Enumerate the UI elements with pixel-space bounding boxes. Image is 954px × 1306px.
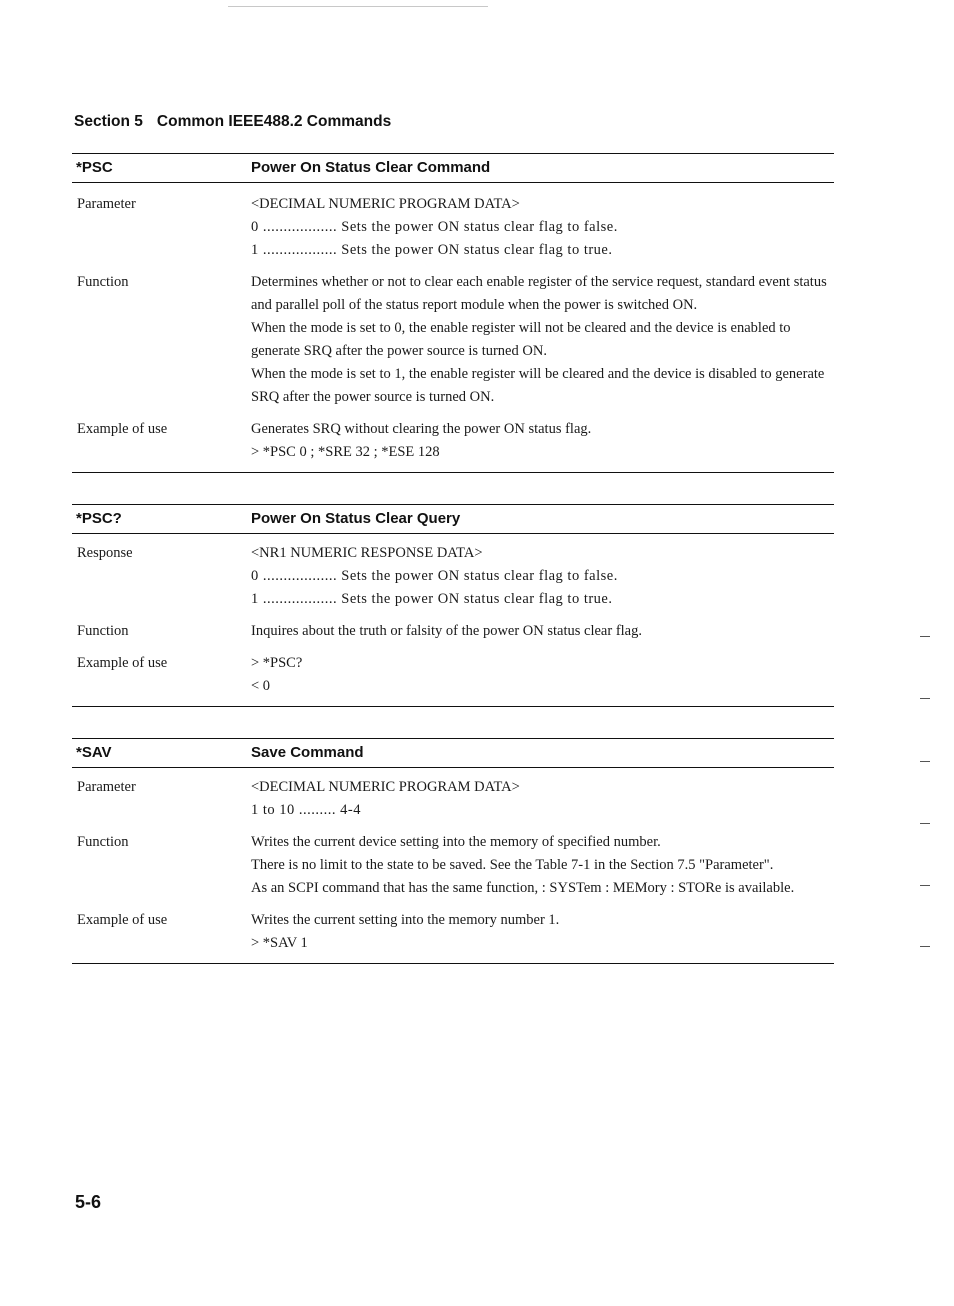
text-paragraph: When the mode is set to 0, the enable register will not be cleared and the device is enabled to generate SRQ after the power source is turned ON.	[251, 320, 791, 359]
code-line: < 0	[251, 678, 271, 694]
section-number: Section 5	[74, 113, 143, 130]
command-name: *SAV	[76, 744, 112, 761]
margin-tick	[920, 761, 930, 762]
text-line: 1 .................. Sets the power ON status clear flag to true.	[251, 242, 613, 258]
row-content	[251, 776, 831, 822]
text-line: Generates SRQ without clearing the power ON status flag.	[251, 421, 592, 437]
row-parameter	[72, 193, 834, 262]
text-line: 0 .................. Sets the power ON status clear flag to false.	[251, 568, 618, 584]
row-label: Response	[77, 545, 133, 561]
row-content	[251, 831, 831, 900]
code-line: > *PSC 0 ; *SRE 32 ; *ESE 128	[251, 444, 440, 460]
row-label: Function	[77, 623, 129, 639]
top-rule	[228, 6, 488, 7]
command-body	[72, 183, 834, 473]
text-line: Writes the current setting into the memory number 1.	[251, 912, 560, 928]
code-line: > *PSC?	[251, 655, 303, 671]
page-number: 5-6	[75, 1192, 102, 1212]
row-label: Example of use	[77, 912, 168, 928]
text-line: 0 .................. Sets the power ON status clear flag to false.	[251, 219, 618, 235]
command-name: *PSC	[76, 159, 113, 176]
row-label: Parameter	[77, 779, 136, 795]
text-line: <DECIMAL NUMERIC PROGRAM DATA>	[251, 196, 520, 212]
command-body	[72, 534, 834, 707]
row-function	[72, 271, 834, 409]
section-header	[74, 113, 391, 131]
text-line: <DECIMAL NUMERIC PROGRAM DATA>	[251, 779, 520, 795]
row-content	[251, 652, 831, 698]
text-line: <NR1 NUMERIC RESPONSE DATA>	[251, 545, 483, 561]
row-function	[72, 620, 834, 643]
text-line: 1 .................. Sets the power ON status clear flag to true.	[251, 591, 613, 607]
row-content	[251, 542, 831, 611]
command-body	[72, 768, 834, 964]
text-paragraph: As an SCPI command that has the same function, : SYSTem : MEMory : STORe is available.	[251, 880, 795, 896]
row-label: Function	[77, 274, 129, 290]
row-label: Function	[77, 834, 129, 850]
command-header	[72, 738, 834, 768]
row-content	[251, 909, 831, 955]
row-example	[72, 418, 834, 464]
command-header	[72, 153, 834, 183]
section-title: Common IEEE488.2 Commands	[156, 113, 392, 130]
row-label: Parameter	[77, 196, 136, 212]
text-paragraph: Writes the current device setting into the memory of specified number.	[251, 834, 661, 850]
row-parameter	[72, 776, 834, 822]
command-title: Power On Status Clear Command	[251, 159, 491, 176]
command-block-psc-query	[72, 504, 834, 707]
command-name: *PSC?	[76, 510, 122, 527]
code-line: > *SAV 1	[251, 935, 308, 951]
row-example	[72, 909, 834, 955]
text-line: Inquires about the truth or falsity of the power ON status clear flag.	[251, 623, 642, 639]
row-example	[72, 652, 834, 698]
margin-tick	[920, 636, 930, 637]
row-response	[72, 542, 834, 611]
command-title: Power On Status Clear Query	[251, 510, 461, 527]
row-content	[251, 620, 831, 643]
text-paragraph: When the mode is set to 1, the enable register will be cleared and the device is disabled to generate SRQ after the power source is turned ON.	[251, 366, 825, 405]
text-paragraph: There is no limit to the state to be saved. See the Table 7-1 in the Section 7.5 "Parameter".	[251, 857, 774, 873]
text-paragraph: Determines whether or not to clear each enable register of the service request, standard event status and parallel poll of the status report module when the power is switched ON.	[251, 274, 827, 313]
row-function	[72, 831, 834, 900]
row-label: Example of use	[77, 655, 168, 671]
margin-tick	[920, 885, 930, 886]
margin-tick	[920, 698, 930, 699]
row-content	[251, 193, 831, 262]
text-line: 1 to 10 ......... 4-4	[251, 802, 361, 818]
row-content	[251, 418, 831, 464]
command-block-sav	[72, 738, 834, 964]
margin-tick	[920, 823, 930, 824]
row-content	[251, 271, 831, 409]
command-block-psc	[72, 153, 834, 473]
command-header	[72, 504, 834, 534]
row-label: Example of use	[77, 421, 168, 437]
margin-tick	[920, 946, 930, 947]
command-title: Save Command	[251, 744, 364, 761]
